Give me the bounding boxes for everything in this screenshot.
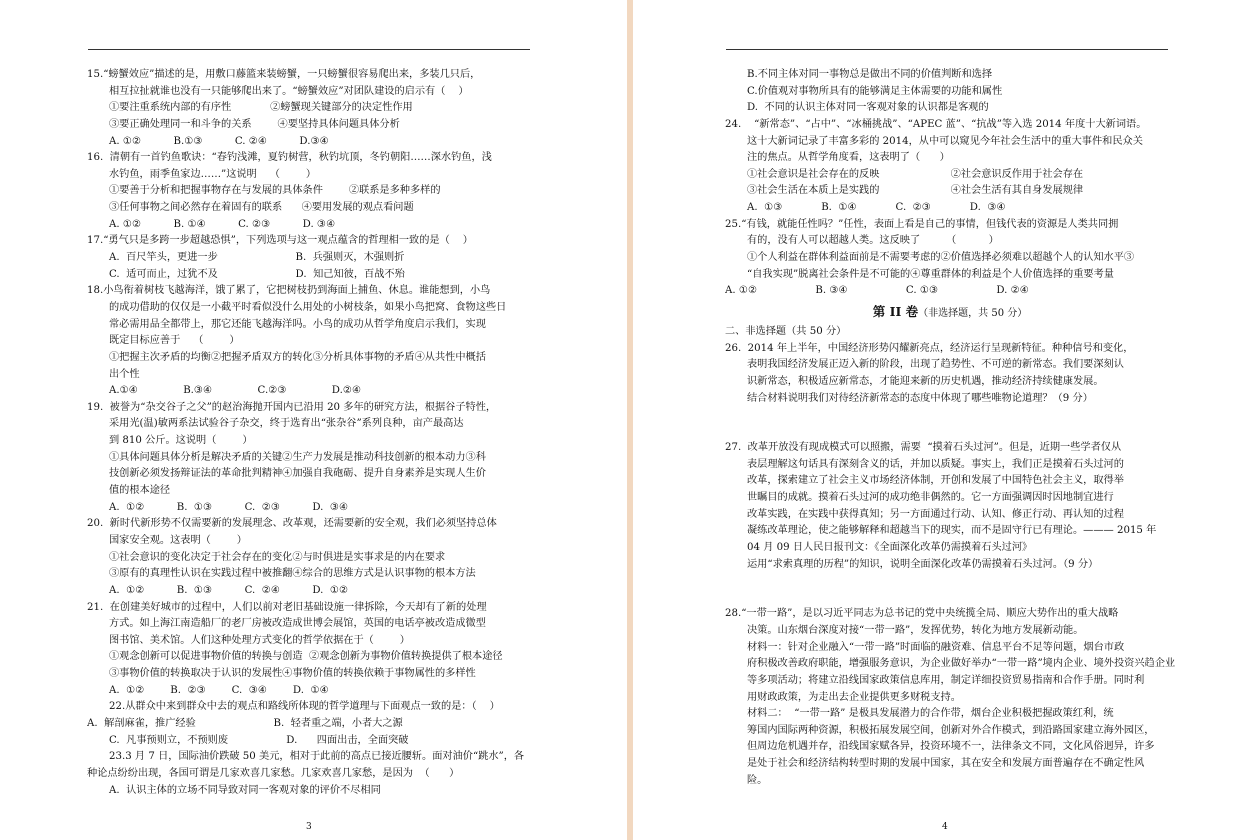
text-line: 二、非选择题（共 50 分） [725, 325, 847, 337]
text-line: 17.“勇气只是多跨一步超越恐惧”，下列选项与这一观点蕴含的哲理相一致的是（ ） [87, 235, 473, 247]
text-line: 材料一：针对企业融入“一带一路”时面临的融资难、信息平台不足等问题，烟台市政 [747, 641, 1125, 653]
text-line: 国家安全观。这表明（ ） [109, 534, 247, 546]
text-line: 等多项活动；将建立沿线国家政策信息库用，制定详细投资贸易指南和合作手册。同时利 [747, 674, 1145, 686]
text-line: A. ①② B. ②③ C. ③④ D. ①④ [109, 684, 329, 696]
q25-options: A. ①② B. ③④ C. ①③ D. ②④ [725, 285, 1029, 297]
text-line: 识新常态，积极适应新常态，才能迎来新的历史机遇，推动经济持续健康发展。 [747, 375, 1104, 387]
text-line: 16. 清朝有一首钓鱼歌诀：“春钓浅滩，夏钓树营，秋钓坑顶，冬钓朝阳……深水钓鱼，浅 [87, 152, 492, 164]
header-rule [726, 49, 1168, 50]
text-line: A.①④ B.③④ C.②③ D.②④ [109, 385, 362, 397]
text-line: ③社会生活在本质上是实践的 ④社会生活有其自身发展规律 [747, 185, 1084, 197]
text-line: 但周边危机遇并存，沿线国家赋各异，投资环境不一，法律条文不同，文化风俗迥异，许多 [747, 741, 1155, 753]
text-line: 险。 [747, 774, 768, 786]
text-line: A. ①② B.①③ C. ②④ D.③④ [109, 135, 329, 147]
text-line: 值的根本途径 [109, 485, 171, 497]
question-block-27 [725, 440, 1175, 573]
text-line: 技创新必须发扬辩证法的革命批判精神④加强自我砲砺、提升自身素养是实现人生价 [109, 468, 486, 480]
text-line: A. ①② B. ①④ C. ②③ D. ③④ [109, 218, 336, 230]
question-block-23-25 [725, 67, 1175, 283]
text-line: A. 解剖麻雀，推广经验 B. 轻者重之端，小者大之源 [87, 717, 403, 729]
text-line: 种论点纷纷出现，各国可谓是几家欢喜几家愁。几家欢喜几家愁，是因为 （ ） [87, 767, 460, 779]
text-line: 的成功借助的仅仅是一小截平时看似没什么用处的小树枝条，如果小鸟把窝、食物这些日 [109, 301, 507, 313]
text-line: 水钓鱼，雨季鱼家边……”这说明 （ ） [109, 168, 317, 180]
text-line: 既定目标应善于 （ ） [109, 335, 240, 347]
text-line: ③任何事物之间必然存在着固有的联系 ④要用发展的观点看问题 [109, 202, 414, 214]
question-block-28 [725, 606, 1175, 789]
text-line: 26. 2014 年上半年，中国经济形势闪耀新亮点，经济运行呈现新特征。种种信号和变化， [725, 342, 1134, 354]
text-line: 有的，没有人可以超越人类。这反映了 （ ） [747, 235, 999, 247]
text-line: 采用光(温)敏两系法试验谷子杂交，终于选育出“张杂谷”系列良种，亩产最高达 [109, 418, 464, 430]
text-line: ③事物价值的转换取决于认识的发展性④事物价值的转换依赖于事物属性的多样性 [109, 668, 476, 680]
text-line: A. ①② B. ①③ C. ②④ D. ①② [109, 584, 349, 596]
text-line: 出个性 [109, 368, 140, 380]
text-line: A. ①③ B. ①④ C. ②③ D. ③④ [747, 202, 1006, 214]
text-line: C. 适可而止，过犹不及 D. 知己知彼，百战不殆 [109, 268, 405, 280]
text-line: 21. 在创建美好城市的过程中，人们以前对老旧基础设施一律拆除，今天却有了新的处理 [87, 601, 487, 613]
page-number: 4 [942, 822, 948, 832]
text-line: D. 不同的认识主体对同一客观对象的认识都是客观的 [747, 102, 989, 114]
section-heading: 第 II 卷 [872, 303, 919, 319]
header-rule [88, 49, 530, 50]
text-line: 相互拉扯就谁也没有一只能够爬出来了。“螃蟹效应”对团队建设的启示有（ ） [109, 85, 469, 97]
text-line: ①个人利益在群体利益面前是不需要考虑的②价值选择必须难以超越个人的认知水平③ [747, 252, 1135, 264]
text-line: 方式。如上海江南造船厂的老厂房被改造成世博会展馆，英国的电话亭被改造成微型 [109, 618, 486, 630]
text-line: 27. 改革开放没有现成模式可以照搬，需要 “摸着石头过河”。但是，近期一些学者仅从 [725, 442, 1122, 454]
text-line: 筹国内国际两种资源，积极拓展发展空间，创新对外合作模式，到沿路国家建立海外园区， [747, 724, 1155, 736]
text-line: 注的焦点。从哲学角度看，这表明了（ ） [747, 152, 950, 164]
text-line: B.不同主体对同一事物总是做出不同的价值判断和选择 [747, 69, 993, 80]
text-line: ①具体问题具体分析是解决矛盾的关键②生产力发展是推动科技创新的根本动力③科 [109, 451, 486, 463]
text-line: 20. 新时代新形势不仅需要新的发展理念、改革观，还需要新的安全观，我们必须坚持总体 [87, 518, 497, 530]
text-line: 19. 被誉为“杂交谷子之父”的赵治海抛开国内已沿用 20 多年的研究方法，根据谷子特性， [87, 401, 497, 413]
text-line: “自我实现”脱离社会条件是不可能的④尊重群体的利益是个人价值选择的重要考量 [747, 268, 1114, 280]
section-title [725, 300, 1175, 324]
text-line: ①要注重系统内部的有序性 ②螃蟹现关键部分的决定性作用 [109, 102, 413, 114]
text-line: ③原有的真理性认识在实践过程中被推翻④综合的思维方式是认识事物的根本方法 [109, 568, 476, 580]
text-line: A. 百尺竿头，更进一步 B. 兵强则灭，木强则折 [109, 252, 405, 264]
text-line: C. 凡事预则立，不预则废 D. 四面出击，全面突破 [109, 734, 409, 746]
text-line: 23.3 月 7 日，国际油价跌破 50 美元，相对于此前的高点已接近腰斩。面对油价“跳水”，各 [109, 751, 525, 763]
text-line: C.价值观对事物所具有的能够满足主体需要的功能和属性 [747, 85, 1003, 97]
text-line: ①要善于分析和把握事物存在与发展的具体条件 ②联系是多种多样的 [109, 185, 441, 197]
text-line: 是处于社会和经济结构转型时期的发展中国家，其在安全和发展方面普遍存在不确定性风 [747, 758, 1145, 770]
text-line: A. 认识主体的立场不同导致对同一客观对象的评价不尽相同 [109, 784, 381, 796]
right-page-content [725, 67, 1175, 789]
text-line: 凝练改革理论，使之能够解释和超越当下的现实，而不是固守行已有理论。——— 2015 年 [747, 525, 1157, 537]
text-line: 18.小鸟衔着树枝飞越海洋，饿了累了，它把树枝扔到海面上捕鱼、休息。谁能想到，小鸟 [87, 285, 491, 297]
text-line: 这十大新词记录了丰富多彩的 2014，从中可以窥见今年社会生活中的重大事件和民众关 [747, 135, 1143, 147]
text-line: 结合材料说明我们对待经济新常态的态度中体现了哪些唯物论道理？（9 分） [747, 392, 1093, 404]
question-block-26 [725, 324, 1175, 407]
text-line: 常必需用品全都带上，那它还能飞越海洋吗。小鸟的成功从哲学角度启示我们，实现 [109, 318, 486, 330]
text-line: 图书馆、美术馆。人们这种处理方式变化的哲学依据在于（ ） [109, 634, 410, 646]
text-line: ①社会意识是社会存在的反映 ②社会意识反作用于社会存在 [747, 168, 1084, 180]
text-line: 表明我国经济发展正迈入新的阶段，出现了趋势性、不可逆的新常态。我们要深刻认 [747, 359, 1124, 371]
text-line: ①社会意识的变化决定于社会存在的变化②与时俱进是实事求是的内在要求 [109, 551, 446, 563]
left-page-content [87, 67, 535, 799]
text-line: 材料二： “一带一路” 是极具发展潜力的合作带，烟台企业积极把握政策红利，统 [747, 708, 1114, 720]
text-line: 用财政政策，为走出去企业提供更多财税支持。 [747, 691, 961, 703]
text-line: 28.“一带一路”，是以习近平同志为总书记的党中央统揽全局、顺应大势作出的重大战略 [725, 608, 1119, 620]
text-line: 25.“有钱，就能任性吗？”任性，表面上看是自己的事情，但钱代表的资源是人类共同拥 [725, 218, 1119, 230]
section-subtitle: （非选择题，共 50 分） [918, 307, 1028, 319]
left-page [0, 0, 627, 840]
text-line: 表层理解这句话具有深刻含义的话，并加以质疑。事实上，我们正是摸着石头过河的 [747, 458, 1124, 470]
text-line: 决策。山东烟台深度对接“一带一路”，发挥优势，转化为地方发展新动能。 [747, 624, 1084, 636]
right-page [633, 0, 1255, 840]
text-line: 府积极改善政府职能，增强服务意识，为企业做好举办“一带一路”境内企业、境外投资兴趋企业 [747, 658, 1175, 670]
text-line: 15.“螃蟹效应”描述的是，用敷口藤篮来装螃蟹，一只螃蟹很容易爬出来，多装几只后， [87, 69, 481, 80]
text-line: 运用“求索真理的历程”的知识，说明全面深化改革仍需摸着石头过河。（9 分） [747, 558, 1099, 570]
text-line: 到 810 公斤。这说明（ ） [109, 435, 253, 447]
text-line: 改革实践，在实践中获得真知；另一方面通过行动、认知、修正行动、再认知的过程 [747, 508, 1124, 520]
text-line: ①观念创新可以促进事物价值的转换与创造 ②观念创新为事物价值转换提供了根本途径 [109, 651, 503, 663]
text-line: 04 月 09 日人民日报刊文：《全面深化改革仍需摸着石头过河》 [747, 542, 1033, 554]
text-line: ③要正确处理同一和斗争的关系 ④要坚持具体问题具体分析 [109, 118, 400, 130]
text-line: 世瞩目的成就。摸着石头过河的成功绝非偶然的。它一方面强调因时因地制宜进行 [747, 492, 1114, 504]
text-line: 22.从群众中来到群众中去的观点和路线所体现的哲学道理与下面观点一致的是：（ ） [109, 701, 500, 713]
text-line: 改革，探索建立了社会主义市场经济体制，开创和发展了中国特色社会主义，取得举 [747, 475, 1124, 487]
text-line: A. ①② B. ①③ C. ②③ D. ③④ [109, 501, 349, 513]
text-line: 24. “新常态”、“占中”、“冰桶挑战”、“APEC 蓝”、“抗战”等入选 2014 年度十大新词语。 [725, 118, 1147, 130]
page-number: 3 [306, 822, 312, 832]
text-line: ①把握主次矛盾的均衡②把握矛盾双方的转化③分析具体事物的矛盾④从共性中概括 [109, 351, 486, 363]
